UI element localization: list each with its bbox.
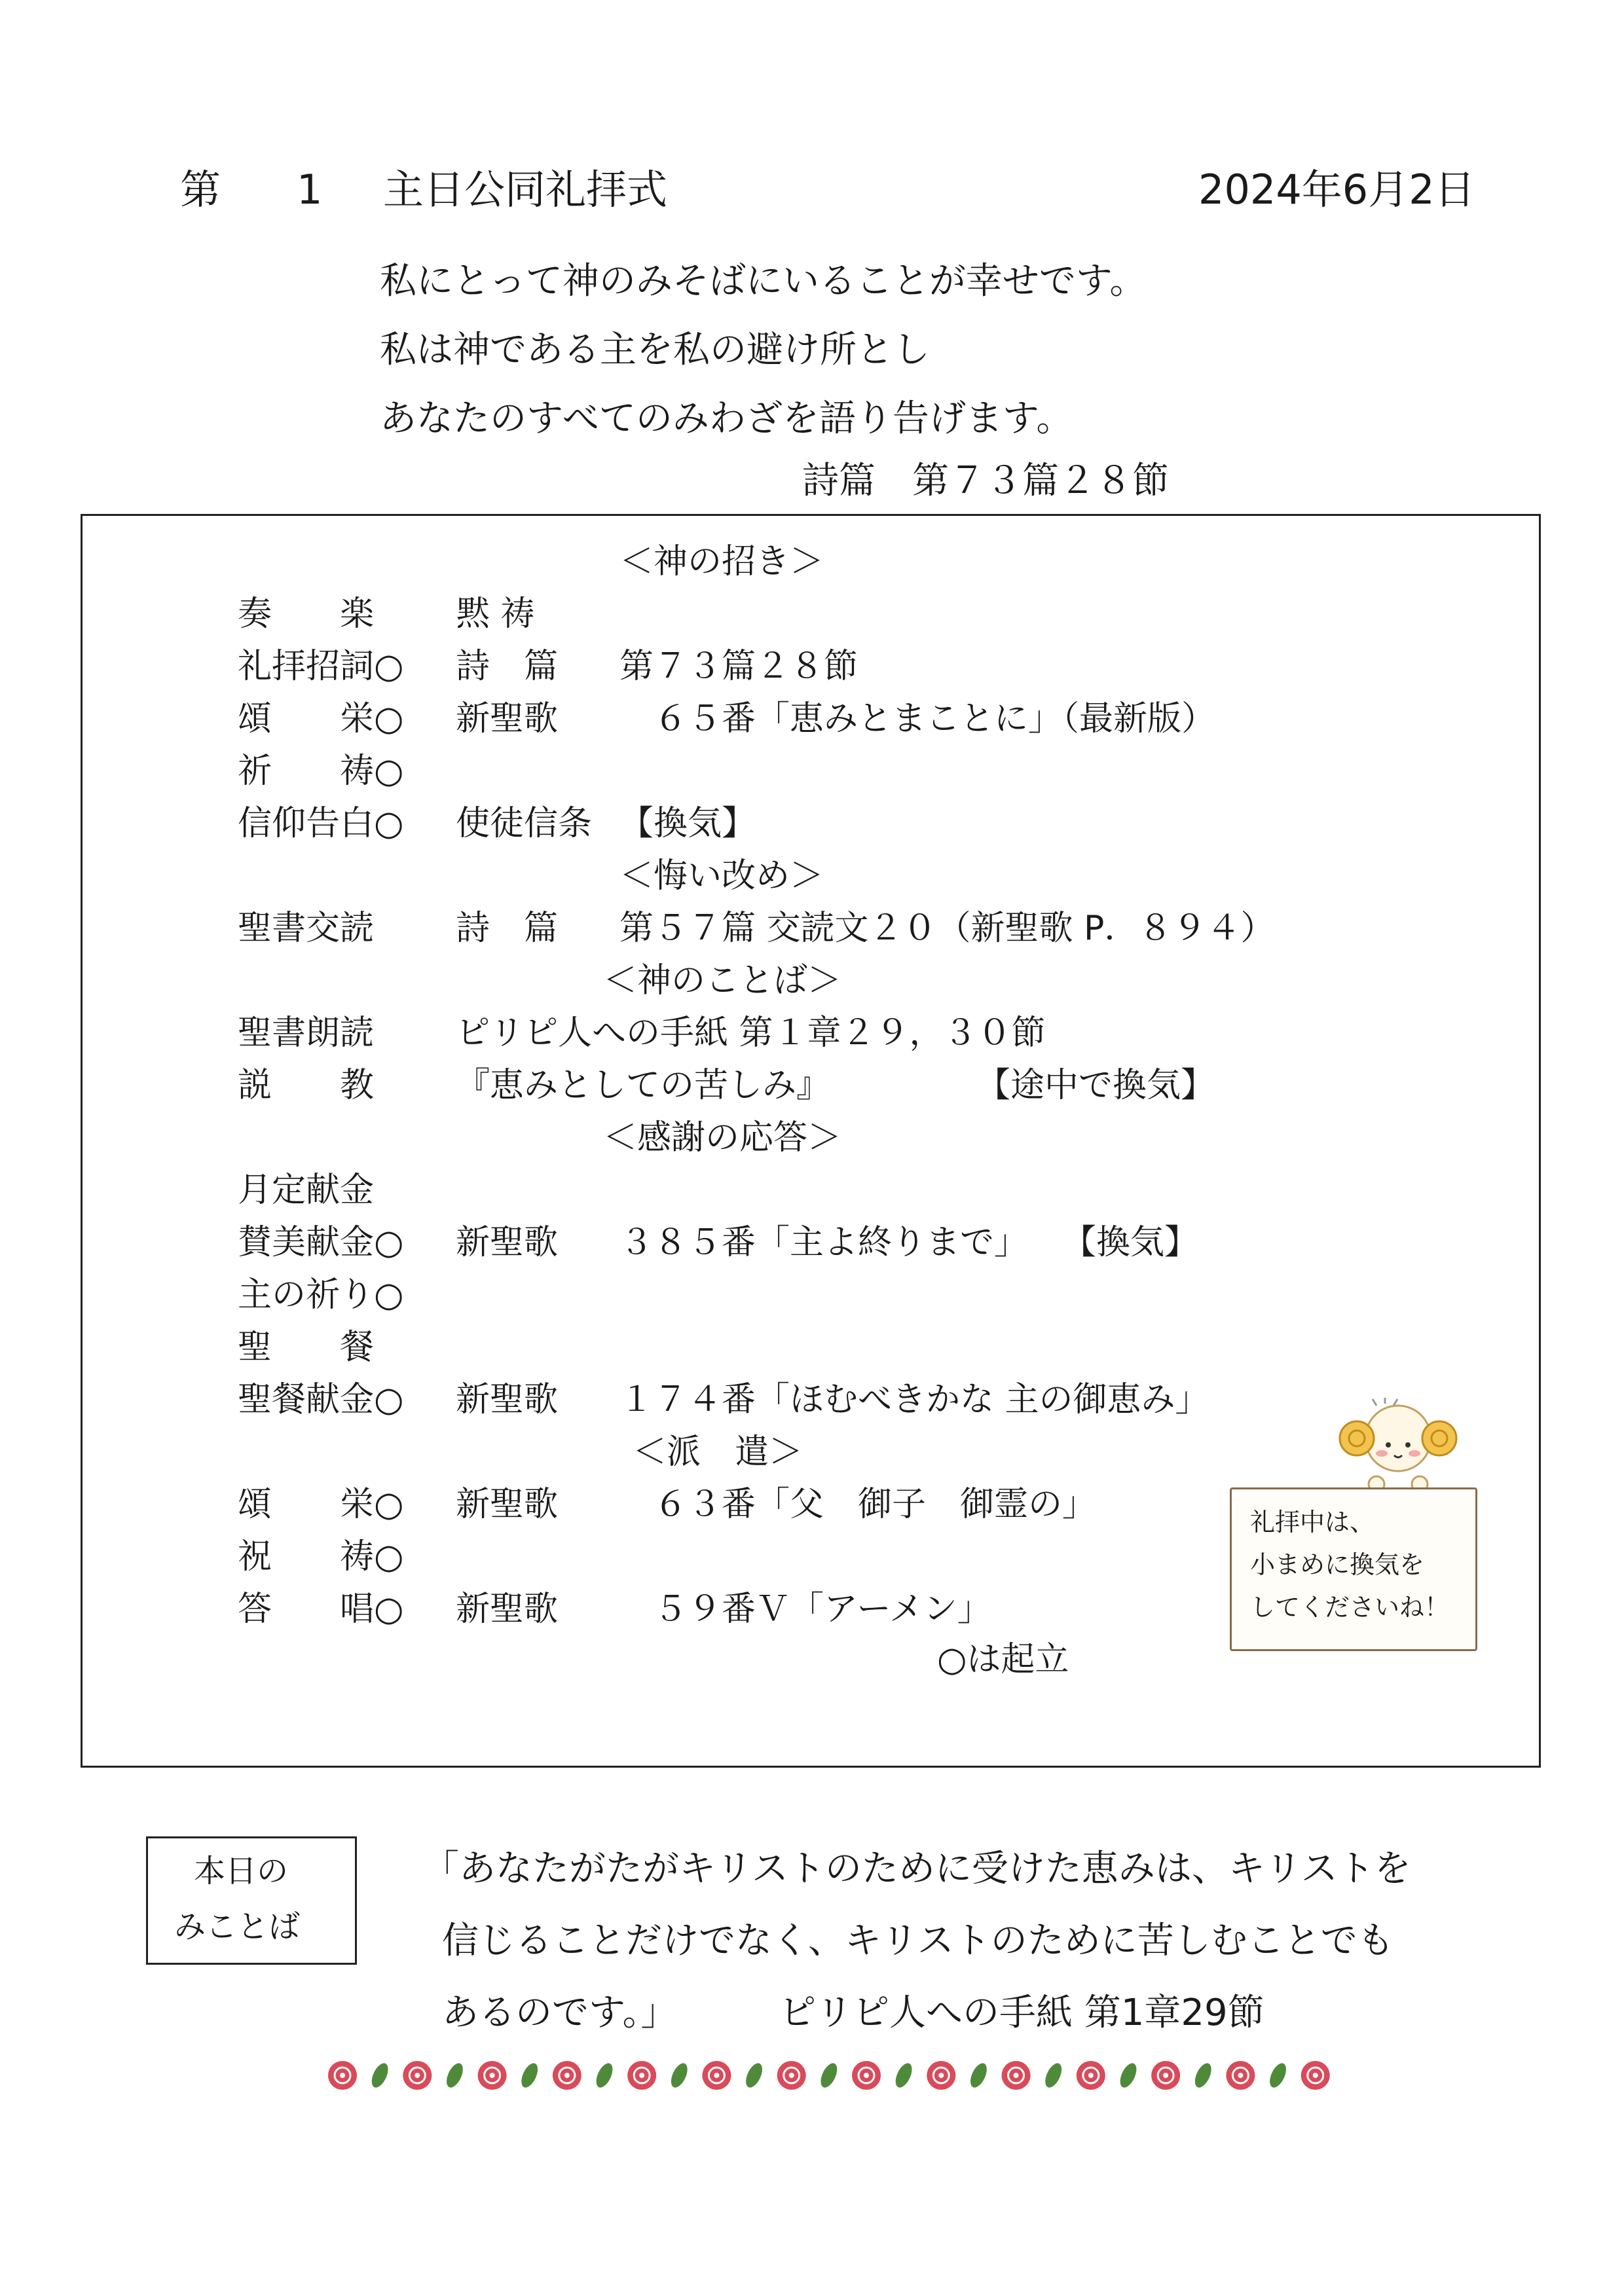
rose-icon xyxy=(1151,2061,1180,2090)
rose-icon xyxy=(328,2061,357,2090)
leaf-icon xyxy=(518,2061,541,2090)
section-heading: ＜感謝の応答＞ xyxy=(603,1118,842,1157)
leaf-icon xyxy=(1192,2061,1215,2090)
service-number: 1 xyxy=(297,166,323,213)
epigraph-line: 私は神である主を私の避け所とし xyxy=(380,329,930,371)
item-name: 月定献金 xyxy=(238,1171,375,1210)
item-extra: 第７３篇２８節 xyxy=(619,647,858,686)
rose-icon xyxy=(927,2061,955,2090)
item-extra: 【途中で換気】 xyxy=(976,1066,1215,1105)
item-detail: 『恵みとしての苦しみ』 xyxy=(456,1066,831,1105)
item-detail: 使徒信条 xyxy=(456,804,593,843)
item-name: 奏 楽 xyxy=(238,594,375,634)
item-name: 聖餐献金○ xyxy=(238,1380,404,1419)
rose-icon xyxy=(1077,2061,1105,2090)
item-name: 信仰告白○ xyxy=(238,804,404,843)
label-line: 本日の xyxy=(194,1853,289,1889)
service-title: 主日公同礼拝式 xyxy=(383,166,668,213)
item-extra: 第５７篇 交読文２０（新聖歌 P．８９４） xyxy=(619,909,1275,948)
leaf-icon xyxy=(1266,2061,1289,2090)
rose-icon xyxy=(702,2061,731,2090)
item-detail: 新聖歌 xyxy=(456,1380,559,1419)
leaf-icon xyxy=(743,2061,766,2090)
item-name: 主の祈り○ xyxy=(238,1275,404,1315)
notice-line: 小まめに換気を xyxy=(1250,1550,1425,1579)
todays-word-label xyxy=(146,1836,357,1965)
rose-icon xyxy=(403,2061,432,2090)
rose-icon xyxy=(1002,2061,1031,2090)
scripture-line: 「あなたがたがキリストのために受けた恵みは、キリストを xyxy=(422,1848,1411,1890)
rose-border-icon xyxy=(324,2056,1372,2095)
rose-icon xyxy=(1226,2061,1255,2090)
item-detail: 新聖歌 xyxy=(456,699,559,738)
rose-icon xyxy=(553,2061,581,2090)
item-detail: 新聖歌 xyxy=(456,1590,559,1629)
section-heading: ＜神のことば＞ xyxy=(603,961,842,1000)
item-detail: 新聖歌 xyxy=(456,1223,559,1262)
item-name: 祝 祷○ xyxy=(238,1537,404,1576)
item-name: 聖書朗読 xyxy=(238,1013,375,1053)
item-name: 聖書交読 xyxy=(238,909,375,948)
leaf-icon xyxy=(593,2061,616,2090)
epigraph-line: 私にとって神のみそばにいることが幸せです。 xyxy=(380,260,1147,302)
leaf-icon xyxy=(817,2061,840,2090)
item-detail: ピリピ人への手紙 第１章２９，３０節 xyxy=(456,1013,1046,1053)
rose-icon xyxy=(852,2061,881,2090)
item-extra: ６５番「恵みとまことに」（最新版） xyxy=(619,699,1216,738)
leaf-icon xyxy=(668,2061,691,2090)
service-date: 2024年6月2日 xyxy=(1198,166,1475,213)
label-line: みことば xyxy=(174,1908,301,1945)
leaf-icon xyxy=(1042,2061,1065,2090)
item-extra: 【換気】 xyxy=(619,804,756,843)
rose-icon xyxy=(1301,2061,1330,2090)
item-detail: 黙 祷 xyxy=(456,594,535,634)
sheep-icon xyxy=(1336,1398,1460,1496)
item-name: 説 教 xyxy=(238,1066,375,1105)
section-heading: ＜神の招き＞ xyxy=(619,542,824,581)
section-heading: ＜悔い改め＞ xyxy=(619,856,824,896)
rose-icon xyxy=(627,2061,656,2090)
item-detail: 詩 篇 xyxy=(456,647,559,686)
section-heading: ＜派 遣＞ xyxy=(633,1432,803,1472)
item-name: 祈 祷○ xyxy=(238,752,404,791)
item-name: 頌 栄○ xyxy=(238,1485,404,1524)
item-extra: ６３番「父 御子 御霊の」 xyxy=(619,1485,1097,1524)
leaf-icon xyxy=(369,2061,392,2090)
leaf-icon xyxy=(443,2061,466,2090)
item-name: 頌 栄○ xyxy=(238,699,404,738)
leaf-icon xyxy=(967,2061,990,2090)
standing-note: ○は起立 xyxy=(937,1640,1069,1679)
item-detail: 新聖歌 xyxy=(456,1485,559,1524)
item-extra: ５９番Ｖ「アーメン」 xyxy=(619,1590,991,1629)
epigraph-reference: 詩篇 第７３篇２８節 xyxy=(802,460,1169,502)
item-name: 賛美献金○ xyxy=(238,1223,404,1262)
ventilation-notice xyxy=(1230,1487,1477,1651)
epigraph-line: あなたのすべてのみわざを語り告げます。 xyxy=(380,397,1073,440)
service-label: 第 xyxy=(180,166,221,213)
scripture-line: 信じることだけでなく、キリストのために苦しむことでも xyxy=(442,1920,1394,1962)
rose-icon xyxy=(777,2061,806,2090)
notice-line: 礼拝中は、 xyxy=(1250,1508,1375,1537)
item-name: 礼拝招詞○ xyxy=(238,647,404,686)
scripture-line: あるのです。」 xyxy=(442,1992,678,2034)
leaf-icon xyxy=(893,2061,915,2090)
scripture-reference: ピリピ人への手紙 第1章29節 xyxy=(779,1992,1264,2034)
item-name: 聖 餐 xyxy=(238,1328,375,1367)
rose-icon xyxy=(478,2061,507,2090)
item-detail: 詩 篇 xyxy=(456,909,559,948)
item-name: 答 唱○ xyxy=(238,1590,404,1629)
leaf-icon xyxy=(1116,2061,1139,2090)
item-extra: １７４番「ほむべきかな 主の御恵み」 xyxy=(619,1380,1209,1419)
notice-line: してくださいね！ xyxy=(1250,1593,1450,1622)
item-extra: ３８５番「主よ終りまで」 【換気】 xyxy=(619,1223,1199,1262)
